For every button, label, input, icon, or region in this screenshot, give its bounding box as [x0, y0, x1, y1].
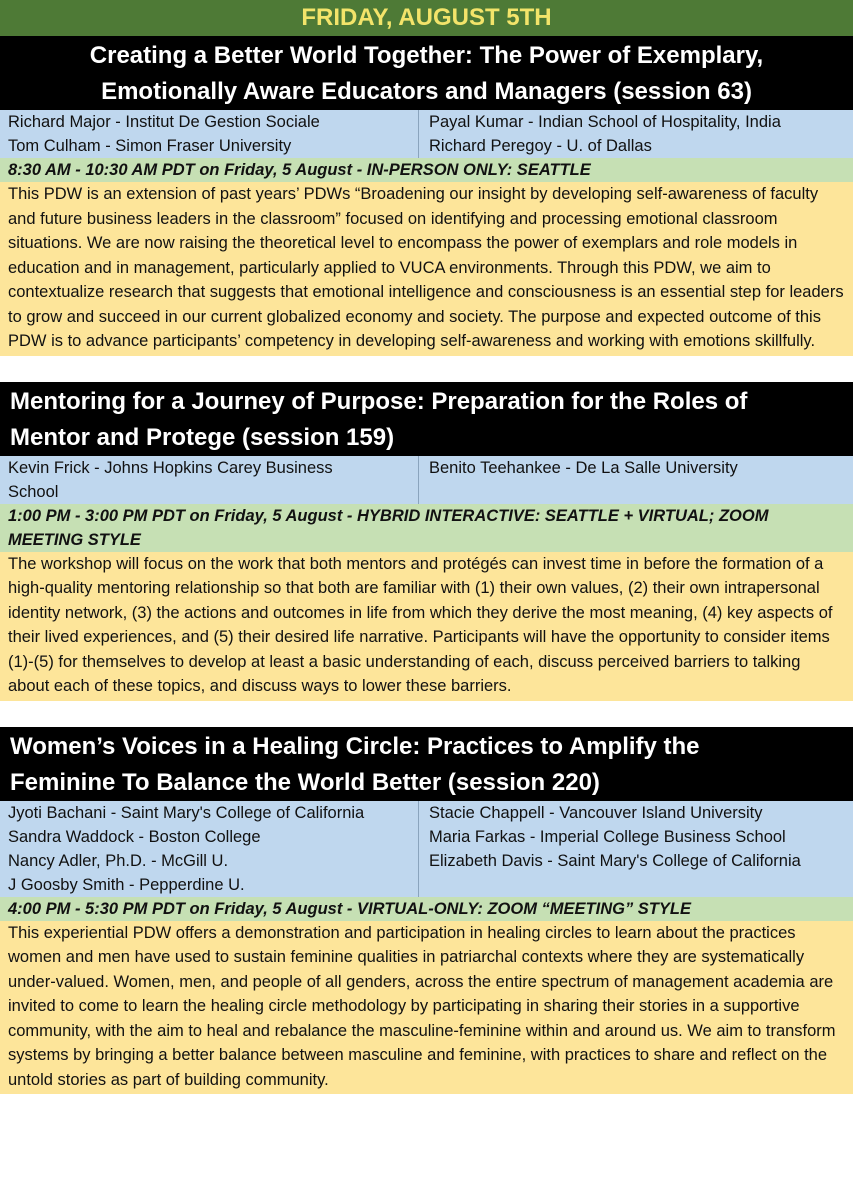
presenter: Nancy Adler, Ph.D. - McGill U.: [8, 851, 229, 870]
session-card: [0, 727, 853, 1095]
presenter: Jyoti Bachani - Saint Mary's College of California: [8, 803, 365, 822]
presenters-right: [419, 456, 853, 504]
session-title: [0, 36, 853, 110]
presenter: Richard Major - Institut De Gestion Sociale: [8, 113, 320, 131]
session-title-line: Mentoring for a Journey of Purpose: Preparation for the Roles of: [10, 387, 748, 415]
presenter: Sandra Waddock - Boston College: [8, 827, 261, 846]
presenter: J Goosby Smith - Pepperdine U.: [8, 875, 245, 894]
presenters-left: [0, 110, 419, 158]
presenter: Kevin Frick - Johns Hopkins Carey Business: [8, 458, 333, 477]
spacer: [0, 356, 853, 382]
presenter: Elizabeth Davis - Saint Mary's College of California: [429, 851, 801, 870]
presenters-left: [0, 801, 419, 897]
presenters-right: [419, 110, 853, 158]
session-title: [0, 727, 853, 801]
session-card: [0, 382, 853, 701]
presenter: Stacie Chappell - Vancouver Island University: [429, 803, 763, 822]
session-description: This PDW is an extension of past years’ PDWs “Broadening our insight by developing self-awareness of faculty and future business leaders in the classroom” focused on identifying and processing emotional classroom situations. We are now raising the theoretical level to encompass the power of exemplars and role models in education and in management, particularly applied to VUCA environments. Through this PDW, we aim to contextualize research that suggests that emotional intelligence and consciousness is an essential step for leaders to grow and succeed in our current globalized economy and society. The purpose and expected outcome of this PDW is to advance participants’ competency in developing self-awareness and working with emotions skillfully.: [0, 182, 853, 356]
presenters: [0, 110, 853, 158]
presenter: Payal Kumar - Indian School of Hospitality, India: [429, 113, 781, 131]
presenters-right: [419, 801, 853, 897]
session-description: The workshop will focus on the work that both mentors and protégés can invest time in before the formation of a high-quality mentoring relationship so that both are familiar with (1) their own values, (2) their own intrapersonal identity network, (3) the actions and outcomes in life from which they derive the most meaning, (4) key aspects of their lived experiences, and (5) their desired life narrative. Participants will have the opportunity to consider items (1)-(5) for themselves to develop at least a basic understanding of each, discuss perceived barriers to talking about each of these topics, and discuss ways to lower these barriers.: [0, 552, 853, 701]
presenter: Richard Peregoy - U. of Dallas: [429, 137, 652, 155]
presenter: Tom Culham - Simon Fraser University: [8, 137, 292, 155]
presenter: School: [8, 482, 59, 501]
presenters: [0, 456, 853, 504]
session-title-line: Feminine To Balance the World Better (session 220): [10, 768, 600, 796]
spacer: [0, 701, 853, 727]
session-card: [0, 36, 853, 356]
session-description: This experiential PDW offers a demonstration and participation in healing circles to learn about the practices women and men have used to sustain feminine qualities in patriarchal contexts where they are systematically under-valued. Women, men, and people of all genders, across the entire spectrum of management academia are invited to come to learn the healing circle methodology by participating in sharing their stories in a supportive community, with the aim to heal and rebalance the masculine-feminine within and around us. We aim to transform systems by bringing a better balance between masculine and feminine, with practices to share and reflect on the untold stories as part of building community.: [0, 921, 853, 1095]
presenter: Maria Farkas - Imperial College Business School: [429, 827, 786, 846]
presenters-left: [0, 456, 419, 504]
session-time: 8:30 AM - 10:30 AM PDT on Friday, 5 August - IN-PERSON ONLY: SEATTLE: [0, 158, 853, 182]
presenters: [0, 801, 853, 897]
session-time: 1:00 PM - 3:00 PM PDT on Friday, 5 August - HYBRID INTERACTIVE: SEATTLE + VIRTUAL; ZOOM MEETING STYLE: [0, 504, 853, 552]
presenter: Benito Teehankee - De La Salle University: [429, 458, 738, 477]
session-title-line: Mentor and Protege (session 159): [10, 423, 395, 451]
session-title-line: Creating a Better World Together: The Power of Exemplary,: [89, 42, 764, 69]
day-header: FRIDAY, AUGUST 5TH: [0, 0, 853, 36]
session-time: 4:00 PM - 5:30 PM PDT on Friday, 5 August - VIRTUAL-ONLY: ZOOM “MEETING” STYLE: [0, 897, 853, 921]
session-title: [0, 382, 853, 456]
session-title-line: Women’s Voices in a Healing Circle: Practices to Amplify the: [10, 732, 700, 760]
session-title-line: Emotionally Aware Educators and Managers (session 63): [101, 78, 752, 105]
